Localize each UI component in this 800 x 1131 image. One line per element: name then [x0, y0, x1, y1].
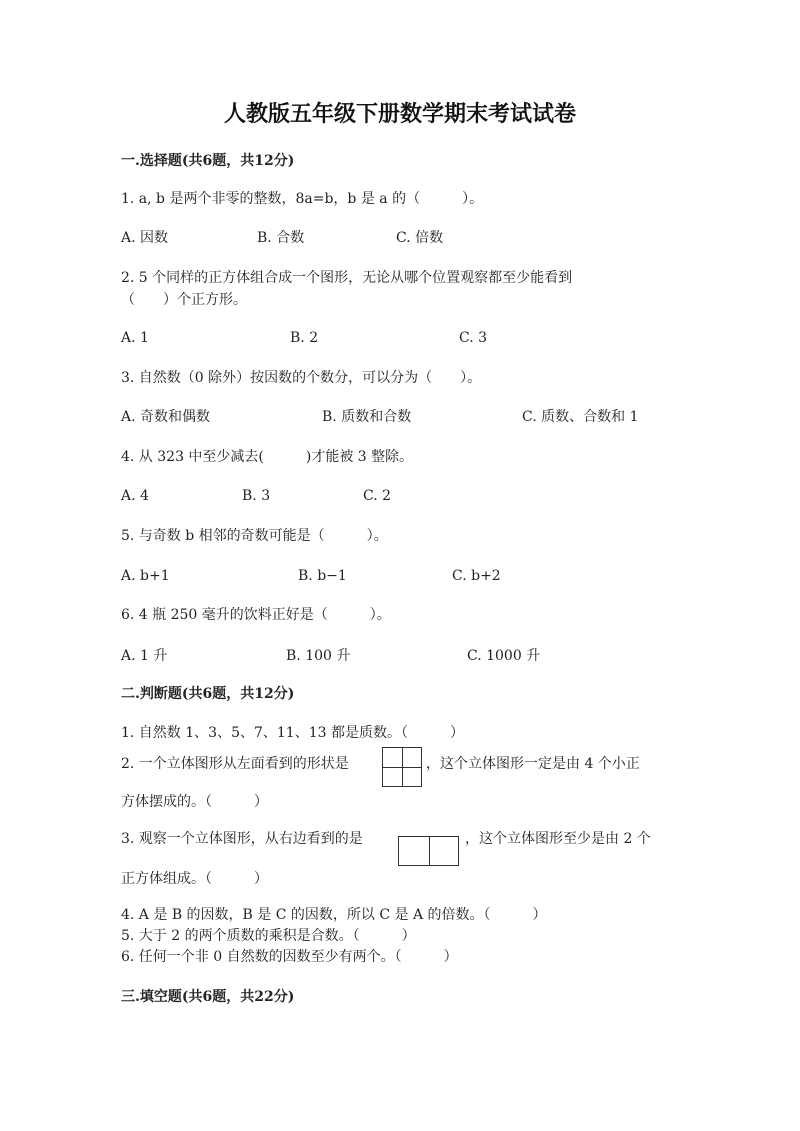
option-b: B. 质数和合数: [322, 409, 412, 425]
question-2-3-line2: 正方体组成。（ ）: [121, 871, 268, 887]
question-1-3: 3. 自然数（0 除外）按因数的个数分，可以分为（ ）。: [121, 370, 482, 386]
option-b: B. b−1: [298, 568, 347, 584]
question-2-2-part1: 2. 一个立体图形从左面看到的形状是: [121, 756, 349, 772]
option-b: B. 合数: [257, 230, 305, 246]
question-2-4: 4. A 是 B 的因数，B 是 C 的因数，所以 C 是 A 的倍数。（ ）: [121, 907, 547, 923]
option-a: A. b+1: [121, 568, 170, 584]
question-1-2-line1: 2. 5 个同样的正方体组合成一个图形，无论从哪个位置观察都至少能看到: [121, 270, 573, 286]
question-1-4: 4. 从 323 中至少减去( )才能被 3 整除。: [121, 449, 414, 465]
question-2-2-part2: ，这个立体图形一定是由 4 个小正: [426, 756, 640, 772]
option-a: A. 奇数和偶数: [121, 409, 211, 425]
question-2-3-part2: ，这个立体图形至少是由 2 个: [465, 831, 651, 847]
option-c: C. 倍数: [396, 230, 444, 246]
question-2-6: 6. 任何一个非 0 自然数的因数至少有两个。（ ）: [121, 949, 458, 965]
question-2-5: 5. 大于 2 的两个质数的乘积是合数。（ ）: [121, 928, 416, 944]
question-1-1: 1. a, b 是两个非零的整数，8a=b，b 是 a 的（ ）。: [121, 191, 484, 207]
option-b: B. 2: [290, 330, 319, 346]
option-a: A. 1 升: [121, 648, 168, 664]
section-heading-fill-in: 三.填空题(共6题，共22分): [121, 989, 295, 1005]
option-b: B. 100 升: [286, 648, 351, 664]
question-2-3-part1: 3. 观察一个立体图形，从右边看到的是: [121, 831, 363, 847]
left-view-2x2-figure: [382, 747, 422, 787]
option-c: C. 1000 升: [467, 648, 541, 664]
option-c: C. 质数、合数和 1: [522, 409, 639, 425]
option-a: A. 因数: [121, 230, 169, 246]
option-c: C. b+2: [452, 568, 501, 584]
question-1-6: 6. 4 瓶 250 毫升的饮料正好是（ ）。: [121, 607, 391, 623]
option-a: A. 4: [121, 488, 149, 504]
option-a: A. 1: [121, 330, 149, 346]
option-c: C. 2: [363, 488, 392, 504]
section-heading-judgement: 二.判断题(共6题，共12分): [121, 686, 295, 702]
page-title: 人教版五年级下册数学期末考试试卷: [223, 101, 576, 127]
question-2-1: 1. 自然数 1、3、5、7、11、13 都是质数。（ ）: [121, 725, 464, 741]
question-1-2-line2: （ ）个正方形。: [121, 292, 247, 308]
question-2-2-line2: 方体摆成的。（ ）: [121, 794, 268, 810]
section-heading-choice: 一.选择题(共6题，共12分): [121, 153, 295, 169]
option-b: B. 3: [242, 488, 271, 504]
question-1-5: 5. 与奇数 b 相邻的奇数可能是（ ）。: [121, 528, 388, 544]
option-c: C. 3: [459, 330, 488, 346]
right-view-1x2-figure: [398, 836, 459, 866]
